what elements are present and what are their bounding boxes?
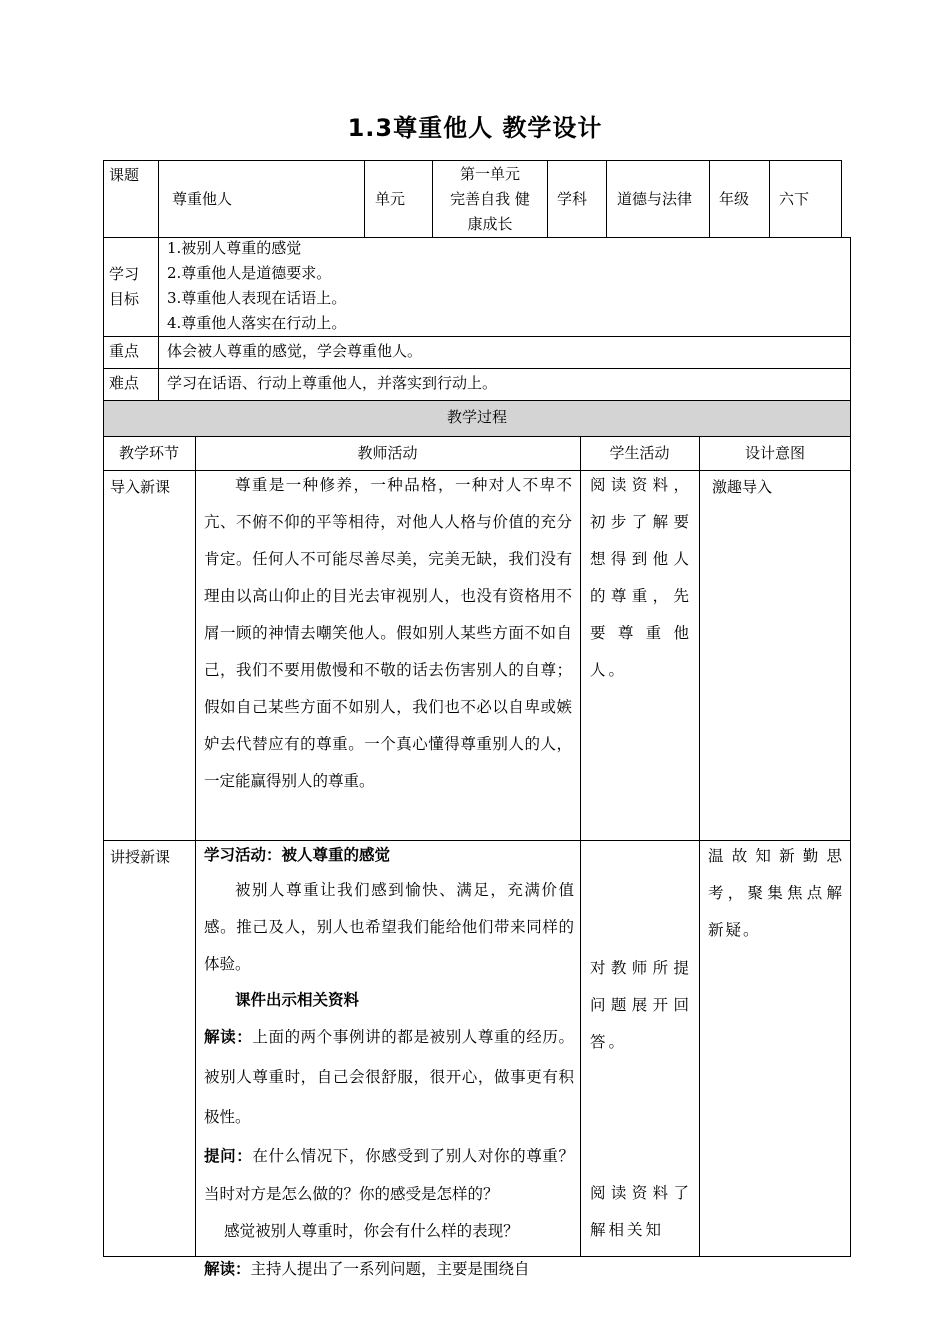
question-paragraph [204,1137,574,1213]
interpretation-label: 解读： [204,1027,253,1046]
question-text: 在什么情况下，你感受到了别人对你的尊重？当时对方是怎么做的？你的感受是怎样的？ [204,1147,574,1203]
grade-label: 年级 [719,190,750,208]
courseware-line [204,983,574,1017]
interpretation2-paragraph [204,1250,574,1288]
goal-item: 2.尊重他人是道德要求。 [167,264,332,282]
subject-value: 道德与法律 [617,190,693,208]
goals-label [109,262,139,312]
design-intent: 激趣导入 [712,478,773,496]
courseware-text: 课件出示相关资料 [235,990,360,1009]
column-header: 教学环节 [118,444,179,462]
goal-item: 4.尊重他人落实在行动上。 [167,314,347,332]
unit-value-line: 第一单元 [459,165,520,183]
goal-item: 3.尊重他人表现在话语上。 [167,289,347,307]
interpretation-paragraph [204,1017,574,1137]
subject-label: 学科 [557,190,588,208]
activity-title-text: 学习活动：被人尊重的感觉 [204,845,391,864]
goals-label-line: 目标 [109,290,140,308]
column-header: 学生活动 [609,444,670,462]
design-intent [708,838,844,949]
stage-label: 导入新课 [110,478,171,496]
student-activity [590,950,692,1061]
student-text: 阅读资料，初步了解要想得到他人的尊重，先要尊重他人。 [590,476,692,679]
key-point-text: 体会被人尊重的感觉，学会尊重他人。 [167,342,423,360]
student-text: 对教师所提问题展开回答。 [590,959,692,1051]
difficulty-label: 难点 [109,374,140,392]
interpretation-label: 解读： [204,1259,251,1278]
unit-value-line: 完善自我 健 [450,190,530,208]
goals-list [167,236,346,336]
student-activity [590,1175,692,1249]
topic-value: 尊重他人 [172,190,233,208]
question-label: 提问： [204,1146,253,1165]
process-title: 教学过程 [446,408,507,426]
column-header: 设计意图 [744,444,805,462]
intent-text: 温故知新勤思考，聚集焦点解新疑。 [708,847,844,939]
topic-label: 课题 [109,166,140,184]
interpretation-text: 上面的两个事例讲的都是被别人尊重的经历。被别人尊重时，自己会很舒服，很开心，做事更有积极性。 [204,1028,574,1126]
teacher-activity [204,838,574,1288]
stage-label: 讲授新课 [110,848,171,866]
goal-item: 1.被别人尊重的感觉 [167,239,302,257]
question2-paragraph: 感觉被别人尊重时，你会有什么样的表现？ [224,1222,519,1240]
teacher-activity [204,467,572,800]
unit-value-line: 康成长 [467,215,513,233]
intro-paragraph: 被别人尊重让我们感到愉快、满足，充满价值感。推己及人，别人也希望我们能给他们带来同样的体验。 [204,881,574,973]
goals-label-line: 学习 [109,265,140,283]
student-text: 阅读资料了解相关知 [590,1184,692,1239]
student-activity [590,467,692,689]
grade-value: 六下 [779,190,810,208]
teacher-paragraph: 尊重是一种修养，一种品格，一种对人不卑不亢、不俯不仰的平等相待，对他人人格与价值的充分肯定。任何人不可能尽善尽美，完美无缺，我们没有理由以高山仰止的目光去审视别人，也没有资格用不屑一顾的神情去嘲笑他人。假如别人某些方面不如自己，我们不要用傲慢和不敬的话去伤害别人的自尊；假如自己某些方面不如别人，我们也不必以自卑或嫉妒去代替应有的尊重。一个真心懂得尊重别人的人，一定能赢得别人的尊重。 [204,476,572,790]
activity-title [204,838,574,872]
interpretation-text: 主持人提出了一系列问题，主要是围绕自 [250,1260,530,1278]
column-header: 教师活动 [357,444,418,462]
document-title: 1.3尊重他人 教学设计 [347,114,603,142]
difficulty-text: 学习在话语、行动上尊重他人，并落实到行动上。 [167,374,498,392]
unit-label: 单元 [375,190,406,208]
key-point-label: 重点 [109,342,140,360]
unit-value [433,162,547,237]
